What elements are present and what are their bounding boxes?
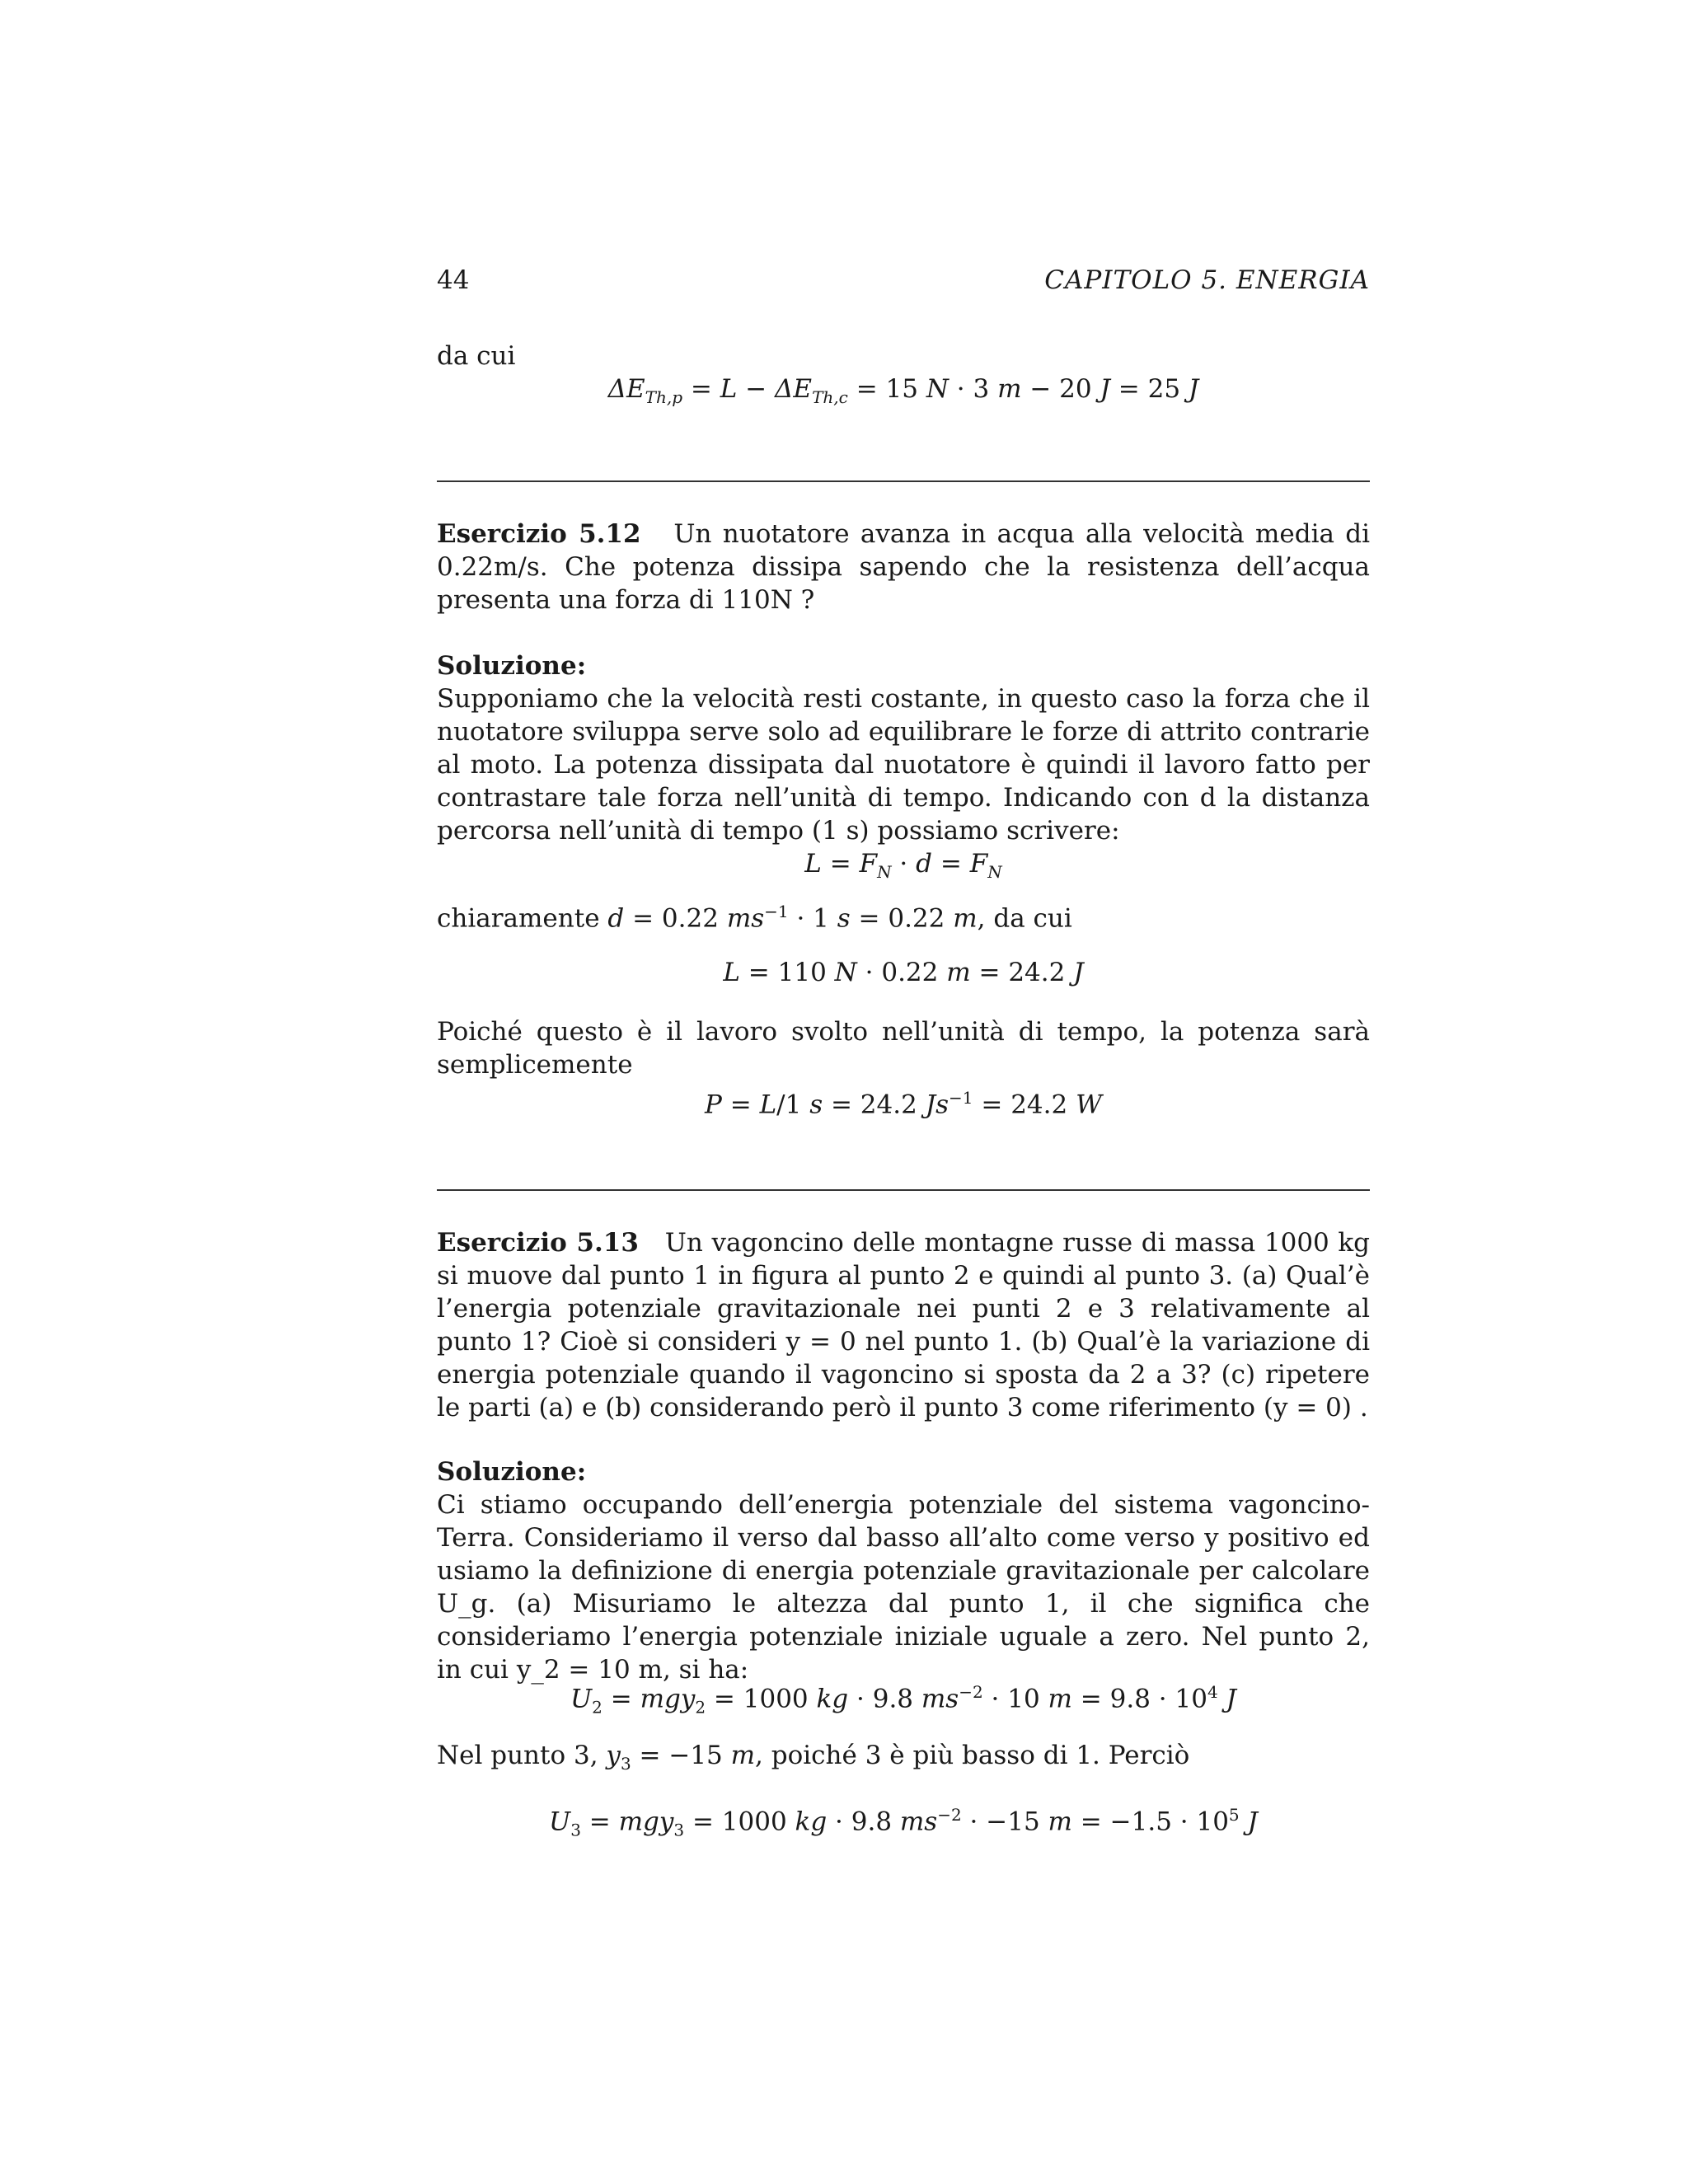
solution-heading-5-13: Soluzione: bbox=[437, 1457, 587, 1487]
solution-5-13-p2: Nel punto 3, $y_3 = -15$ m, poiché 3 è più basso di 1. Perciò bbox=[437, 1741, 1190, 1774]
section-divider bbox=[437, 480, 1370, 482]
equation-u3: $U_3 = mgy_3 = 1000$ kg · 9.8 $ms^{-2} \cdot -15$ $m = -1.5 \cdot 10^5$ J bbox=[549, 1805, 1258, 1840]
section-divider bbox=[437, 1189, 1370, 1191]
solution-5-12-p3: Poiché questo è il lavoro svolto nell’unità di tempo, la potenza sarà semplicemente bbox=[437, 1017, 1370, 1080]
solution-5-12-p2: chiaramente d = 0.22 $ms^{-1} \cdot 1$ s = 0.22 m, da cui bbox=[437, 902, 1072, 934]
exercise-5-12-statement: Esercizio 5.12 Un nuotatore avanza in acqua alla velocità media di 0.22m/s. Che potenza dissipa sapendo che la resistenza dell’acqua presenta una forza di 110N ? bbox=[437, 519, 1371, 615]
equation-eth: $\Delta E_{Th,p} = L - \Delta E_{Th,c} = 15$ N · 3 m − 20 J = 25 J bbox=[607, 374, 1199, 408]
solution-5-13-p1: Ci stiamo occupando dell’energia potenziale del sistema vagoncino-Terra. Consideriamo il verso dal basso all’alto come verso y positivo ed usiamo la definizione di energia potenziale gravitazionale per calcolare U_g. (a) Misuriamo le altezza dal punto 1, il che significa che consideriamo l’energia potenziale iniziale uguale a zero. Nel punto 2, in cui y_2 = 10 m, si ha: bbox=[437, 1490, 1370, 1685]
equation-l-value: L = 110 N · 0.22 m = 24.2 J bbox=[723, 958, 1084, 987]
equation-l-fn: $L = F_N \cdot d = F_N$ bbox=[804, 849, 1002, 883]
running-head: CAPITOLO 5. ENERGIA bbox=[1044, 265, 1370, 295]
solution-5-12-p1: Supponiamo che la velocità resti costante, in questo caso la forza che il nuotatore sviluppa serve solo ad equilibrare le forze di attrito contrarie al moto. La potenza dissipata dal nuotatore è quindi il lavoro fatto per contrastare tale forza nell’unità di tempo. Indicando con d la distanza percorsa nell’unità di tempo (1 s) possiamo scrivere: bbox=[437, 684, 1370, 846]
page-number: 44 bbox=[437, 265, 470, 295]
lead-text: da cui bbox=[437, 341, 516, 371]
equation-u2: $U_2 = mgy_2 = 1000$ kg · 9.8 $ms^{-2} \cdot 10$ $m = 9.8 \cdot 10^4$ J bbox=[570, 1682, 1236, 1718]
solution-heading-5-12: Soluzione: bbox=[437, 651, 587, 681]
exercise-5-13-statement: Esercizio 5.13 Un vagoncino delle montagne russe di massa 1000 kg si muove dal punto 1 in figura al punto 2 e quindi al punto 3. (a) Qual’è l’energia potenziale gravitazionale nei punti 2 e 3 relativamente al punto 1? Cioè si consideri y = 0 nel punto 1. (b) Qual’è la variazione di energia potenziale quando il vagoncino si sposta da 2 a 3? (c) ripetere le parti (a) e (b) considerando però il punto 3 come riferimento (y = 0) . bbox=[437, 1228, 1371, 1422]
equation-power: P = L/1 s = 24.2 $Js^{-1} = 24.2$ W bbox=[705, 1088, 1102, 1120]
